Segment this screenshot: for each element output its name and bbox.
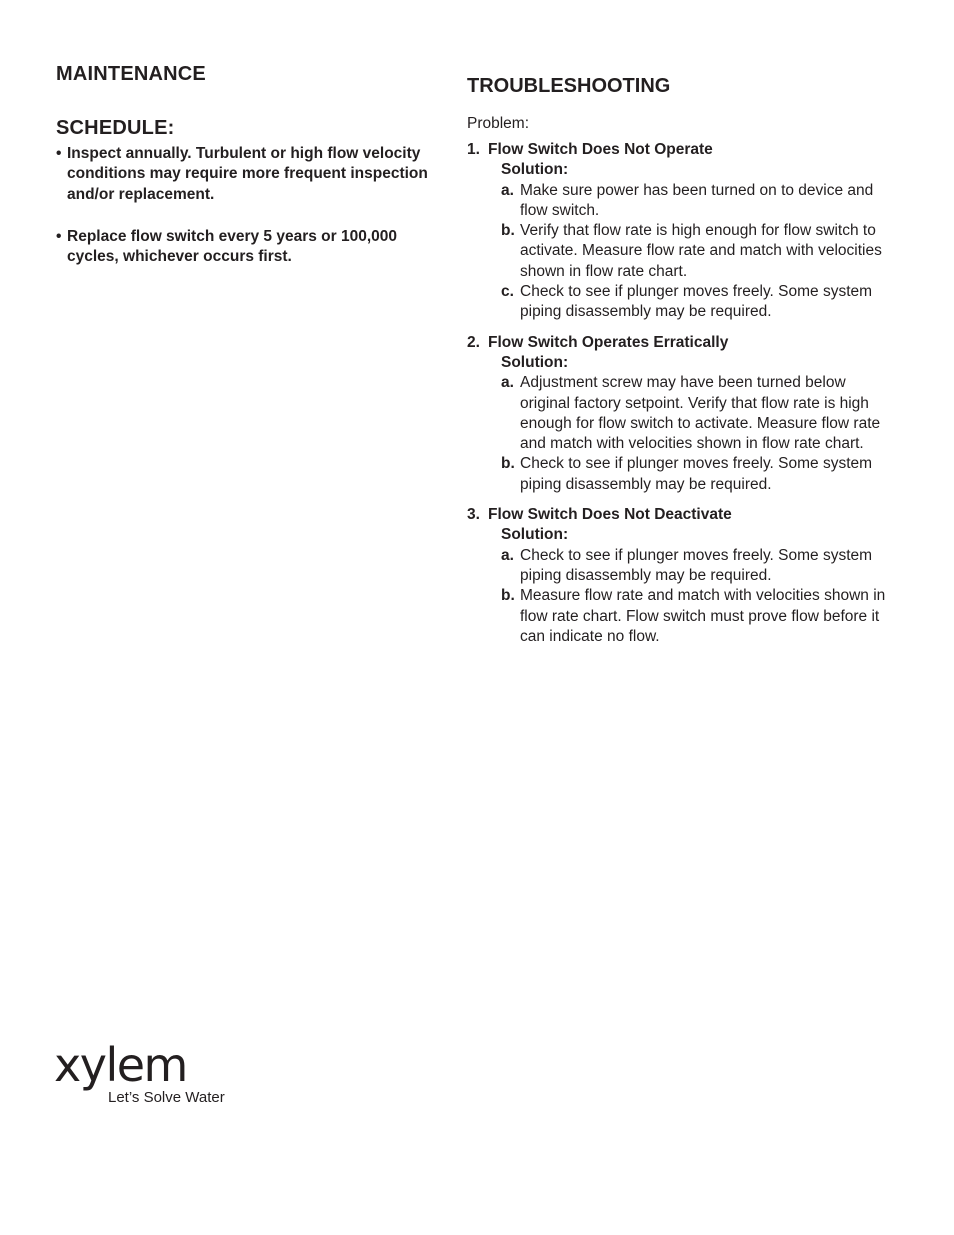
xylem-logo <box>54 1038 225 1106</box>
solution-letter: b. <box>501 587 515 605</box>
solution-letter: b. <box>501 455 515 473</box>
problem-number: 1. <box>467 141 480 158</box>
solution-letter: b. <box>501 222 515 240</box>
solution-text: Measure flow rate and match with velocities shown in flow rate chart. Flow switch must prove flow before it can indicate no flow. <box>520 587 886 645</box>
solution-text: Check to see if plunger moves freely. Some system piping disassembly may be required. <box>520 546 873 584</box>
problem-title-text: Flow Switch Operates Erratically <box>488 333 729 351</box>
solution-item <box>467 454 890 495</box>
list-item <box>56 144 451 205</box>
bullet-text: Replace flow switch every 5 years or 100,000 cycles, whichever occurs first. <box>67 227 397 266</box>
solution-list <box>467 373 897 495</box>
solution-label: Solution: <box>501 353 569 371</box>
solution-text: Make sure power has been turned on to device and flow switch. <box>520 181 874 219</box>
solution-letter: c. <box>501 283 514 301</box>
solution-item <box>467 586 890 647</box>
problem-number: 2. <box>467 333 480 351</box>
problem-item <box>467 505 897 647</box>
problem-title <box>467 505 897 525</box>
solution-label: Solution: <box>501 526 569 544</box>
solution-text: Adjustment screw may have been turned below original factory setpoint. Verify that flow rate is high enough for flow switch to activate. Measure flow rate and match with velocities shown in flow rate chart. <box>520 374 881 453</box>
solution-text: Verify that flow rate is high enough for flow switch to activate. Measure flow rate and match with velocities shown in flow rate chart. <box>520 222 882 280</box>
solution-item <box>467 282 890 323</box>
problem-number: 3. <box>467 506 480 524</box>
logo-wordmark: xylem <box>54 1038 187 1092</box>
bullet-icon: • <box>56 227 62 245</box>
problem-title-text: Flow Switch Does Not Operate <box>488 141 713 158</box>
problem-title <box>467 140 897 160</box>
list-item <box>56 227 451 268</box>
problem-title <box>467 333 897 353</box>
troubleshooting-section <box>467 75 897 657</box>
bullet-icon: • <box>56 145 62 162</box>
maintenance-heading: MAINTENANCE <box>56 63 206 85</box>
problem-item <box>467 333 897 495</box>
solution-letter: a. <box>501 374 514 392</box>
solution-text: Check to see if plunger moves freely. Some system piping disassembly may be required. <box>520 283 873 321</box>
solution-item <box>467 546 890 587</box>
schedule-heading: SCHEDULE: <box>56 117 175 139</box>
maintenance-section <box>56 63 451 289</box>
solution-item <box>467 221 890 282</box>
troubleshooting-heading: TROUBLESHOOTING <box>467 75 671 97</box>
solution-item <box>467 181 890 222</box>
solution-text: Check to see if plunger moves freely. Some system piping disassembly may be required. <box>520 455 873 493</box>
solution-letter: a. <box>501 546 514 564</box>
problem-item <box>467 140 897 323</box>
bullet-text: Inspect annually. Turbulent or high flow velocity conditions may require more frequent inspection and/or replacement. <box>67 145 428 203</box>
maintenance-list <box>56 144 451 267</box>
solution-item <box>467 373 890 454</box>
solution-list <box>467 546 897 647</box>
logo-tagline: Let’s Solve Water <box>108 1089 225 1106</box>
solution-letter: a. <box>501 181 514 199</box>
solution-list <box>467 181 897 323</box>
solution-label: Solution: <box>501 161 569 179</box>
problem-title-text: Flow Switch Does Not Deactivate <box>488 506 732 524</box>
problem-label: Problem: <box>467 115 530 132</box>
